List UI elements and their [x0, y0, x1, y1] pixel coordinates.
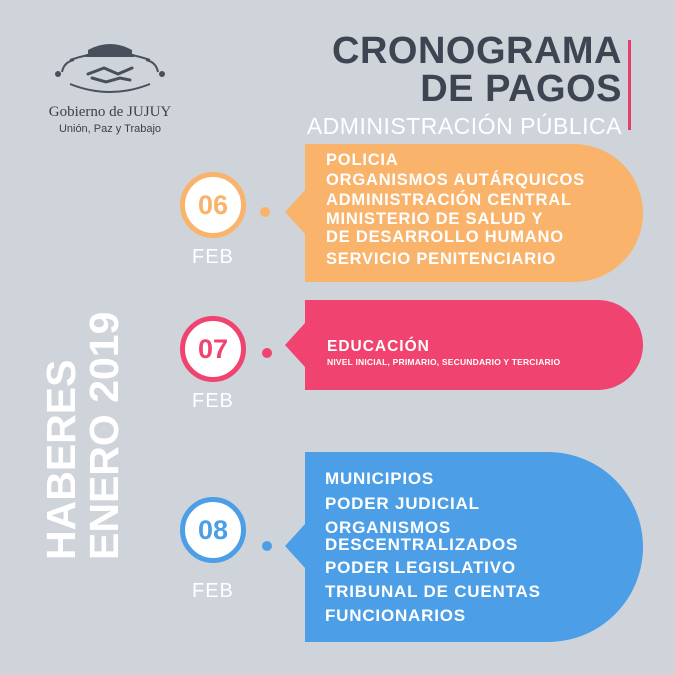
card-pointer: [285, 190, 305, 234]
logo-title: Gobierno de JUJUY: [48, 104, 172, 120]
list-item: EDUCACIÓN: [327, 338, 430, 355]
connector-dot-1: [260, 207, 270, 217]
list-item: DESCENTRALIZADOS: [325, 535, 519, 554]
month-label-3: FEB: [192, 580, 234, 602]
list-item: ORGANISMOS: [325, 518, 452, 537]
date-circle-3: 08: [180, 497, 246, 563]
title-accent-bar: [628, 40, 631, 130]
date-circle-1: 06: [180, 172, 246, 238]
card-pointer: [285, 323, 305, 367]
side-label-line-2: ENERO 2019: [81, 311, 127, 560]
date-circle-2: 07: [180, 316, 246, 382]
government-logo: [40, 38, 180, 135]
card-pointer: [285, 524, 305, 568]
connector-dot-2: [262, 348, 272, 358]
side-label: [40, 260, 126, 560]
list-item: TRIBUNAL DE CUENTAS: [325, 582, 541, 601]
month-label-1: FEB: [192, 246, 234, 268]
side-label-line-1: HABERES: [38, 359, 84, 560]
list-item: DE DESARROLLO HUMANO: [326, 228, 564, 246]
list-item: FUNCIONARIOS: [325, 606, 466, 625]
list-item: POLICIA: [326, 151, 399, 169]
list-item: SERVICIO PENITENCIARIO: [326, 250, 556, 268]
title-line-2: DE PAGOS: [420, 68, 622, 110]
connector-dot-3: [262, 541, 272, 551]
page-title: [332, 32, 622, 108]
list-item: MINISTERIO DE SALUD Y: [326, 210, 544, 228]
list-item: PODER LEGISLATIVO: [325, 558, 516, 577]
list-item: ORGANISMOS AUTÁRQUICOS: [326, 171, 585, 189]
list-item: MUNICIPIOS: [325, 469, 435, 488]
title-line-1: CRONOGRAMA: [332, 30, 622, 72]
logo-subtitle: Unión, Paz y Trabajo: [58, 123, 162, 135]
list-item: PODER JUDICIAL: [325, 494, 480, 513]
schedule-card-feb-08: [305, 452, 643, 642]
handshake-seal-icon: [48, 38, 172, 100]
month-label-2: FEB: [192, 390, 234, 412]
schedule-card-feb-07: [305, 300, 643, 390]
list-item: ADMINISTRACIÓN CENTRAL: [326, 191, 572, 209]
page-subtitle: ADMINISTRACIÓN PÚBLICA: [306, 113, 622, 139]
schedule-card-feb-06: [305, 144, 643, 282]
list-item-detail: NIVEL INICIAL, PRIMARIO, SECUNDARIO Y TERCIARIO: [327, 357, 561, 367]
